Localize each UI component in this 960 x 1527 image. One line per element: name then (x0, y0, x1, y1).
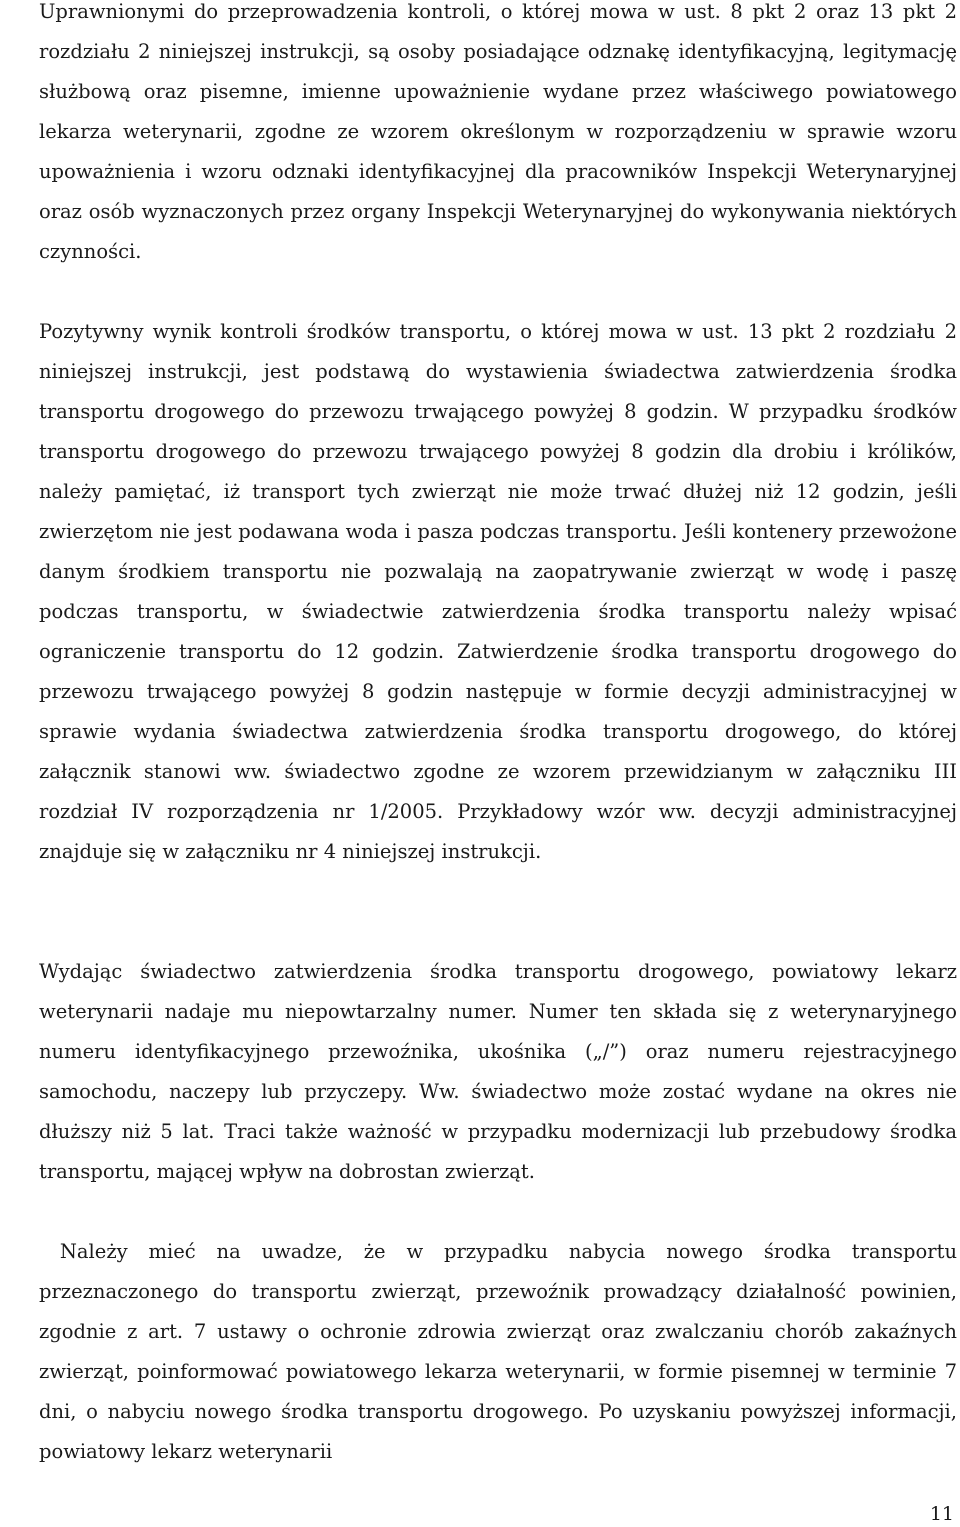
paragraph-20 (0, 312, 957, 872)
paragraph-text: Uprawnionymi do przeprowadzenia kontroli, o której mowa w ust. 8 pkt 2 oraz 13 pkt 2 rozdziału 2 niniejszej instrukcji, są osoby posiadające odznakę identyfikacyjną, legitymację służbową oraz pisemne, imienne upoważnienie wydane przez właściwego powiatowego lekarza weterynarii, zgodne ze wzorem określonym w rozporządzeniu w sprawie wzoru upoważnienia i wzoru odznaki identyfikacyjnej dla pracowników Inspekcji Weterynaryjnej oraz osób wyznaczonych przez organy Inspekcji Weterynaryjnej do wykonywania niektórych czynności. (39, 0, 957, 263)
page-number: 11 (929, 1503, 954, 1525)
paragraph-19 (0, 0, 957, 272)
paragraph-number (0, 952, 39, 992)
paragraph-text: Należy mieć na uwadze, że w przypadku nabycia nowego środka transportu przeznaczonego do transportu zwierząt, przewoźnik prowadzący działalność powinien, zgodnie z art. 7 ustawy o ochronie zdrowia zwierząt oraz zwalczaniu chorób zakaźnych zwierząt, poinformować powiatowego lekarza weterynarii, w formie pisemnej w terminie 7 dni, o nabyciu nowego środka transportu drogowego. Po uzyskaniu powyższej informacji, powiatowy lekarz weterynarii (39, 1240, 957, 1463)
paragraph-number (0, 312, 39, 352)
paragraph-22 (0, 1232, 957, 1472)
paragraph-number (0, 0, 39, 32)
paragraph-21 (0, 952, 957, 1192)
paragraph-text: Pozytywny wynik kontroli środków transportu, o której mowa w ust. 13 pkt 2 rozdziału 2 niniejszej instrukcji, jest podstawą do wystawienia świadectwa zatwierdzenia środka transportu drogowego do przewozu trwającego powyżej 8 godzin. W przypadku środków transportu drogowego do przewozu trwającego powyżej 8 godzin dla drobiu i królików, należy pamiętać, iż transport tych zwierząt nie może trwać dłużej niż 12 godzin, jeśli zwierzętom nie jest podawana woda i pasza podczas transportu. Jeśli kontenery przewożone danym środkiem transportu nie pozwalają na zaopatrywanie zwierząt w wodę i paszę podczas transportu, w świadectwie zatwierdzenia środka transportu należy wpisać ograniczenie transportu do 12 godzin. Zatwierdzenie środka transportu drogowego do przewozu trwającego powyżej 8 godzin następuje w formie decyzji administracyjnej w sprawie wydania świadectwa zatwierdzenia środka transportu drogowego, do której załącznik stanowi ww. świadectwo zgodne ze wzorem przewidzianym w załączniku III rozdział IV rozporządzenia nr 1/2005. Przykładowy wzór ww. decyzji administracyjnej znajduje się w załączniku nr 4 niniejszej instrukcji. (39, 320, 957, 863)
paragraph-number (0, 1232, 39, 1272)
paragraph-text: Wydając świadectwo zatwierdzenia środka transportu drogowego, powiatowy lekarz weterynarii nadaje mu niepowtarzalny numer. Numer ten składa się z weterynaryjnego numeru identyfikacyjnego przewoźnika, ukośnika („/”) oraz numeru rejestracyjnego samochodu, naczepy lub przyczepy. Ww. świadectwo może zostać wydane na okres nie dłuższy niż 5 lat. Traci także ważność w przypadku modernizacji lub przebudowy środka transportu, mającej wpływ na dobrostan zwierząt. (39, 960, 957, 1183)
